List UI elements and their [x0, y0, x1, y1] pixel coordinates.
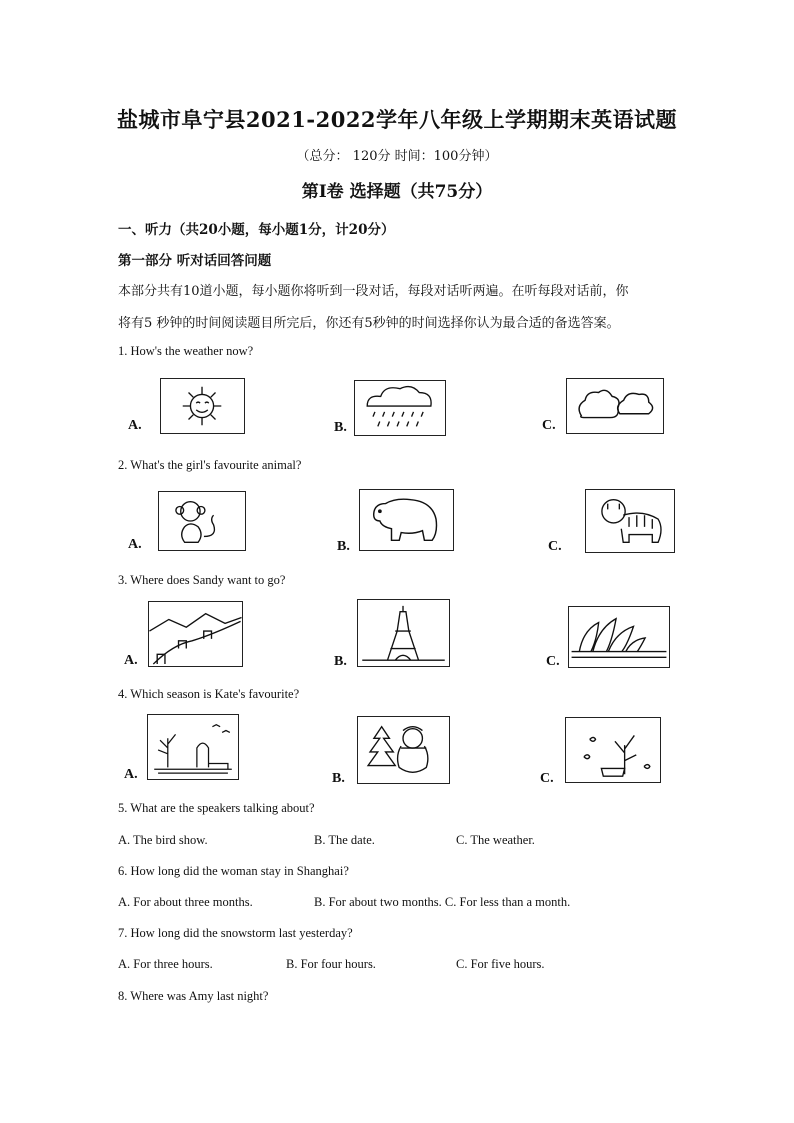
snowman-icon [357, 716, 450, 784]
eiffel-tower-icon [357, 599, 450, 667]
page-title: 盐城市阜宁县2021-2022学年八年级上学期期末英语试题 [116, 107, 678, 132]
question-7: 7. How long did the snowstorm last yesterday? [118, 926, 353, 940]
question-1: 1. How's the weather now? [118, 344, 254, 358]
part-title: 第一部分 听对话回答问题 [118, 253, 272, 269]
bear-icon [359, 489, 454, 551]
instructions-line-2: 将有5 秒钟的时间阅读题目所完后，你还有5秒钟的时间选择你认为最合适的备选答案。 [118, 316, 620, 331]
option-letter: C. [548, 539, 562, 554]
question-6: 6. How long did the woman stay in Shanghai? [118, 864, 349, 878]
option-letter: B. [334, 654, 347, 669]
sun-icon [160, 378, 245, 434]
option-letter: B. [332, 771, 345, 786]
option-letter: B. [334, 420, 347, 435]
question-4: 4. Which season is Kate's favourite? [118, 687, 300, 701]
question-5: 5. What are the speakers talking about? [118, 801, 315, 815]
answer-option: A. The bird show. [118, 833, 208, 847]
option-letter: C. [542, 418, 556, 433]
option-letter: A. [128, 418, 142, 433]
rain-cloud-icon [354, 380, 446, 436]
question-3: 3. Where does Sandy want to go? [118, 573, 286, 587]
question-2: 2. What's the girl's favourite animal? [118, 458, 302, 472]
answer-option: B. For four hours. [286, 957, 376, 971]
volume-title: 第I卷 选择题（共75分） [301, 182, 493, 202]
answer-option: C. The weather. [456, 833, 535, 847]
monkey-icon [158, 491, 246, 551]
option-letter: C. [540, 771, 554, 786]
answer-option: C. For five hours. [456, 957, 545, 971]
great-wall-icon [148, 601, 243, 667]
answer-option: A. For about three months. [118, 895, 253, 909]
opera-house-icon [568, 606, 670, 668]
option-letter: A. [124, 653, 138, 668]
instructions-line-1: 本部分共有10道小题，每小题你将听到一段对话，每段对话听两遍。在听每段对话前，你 [118, 284, 629, 299]
autumn-tree-icon [565, 717, 661, 783]
option-letter: A. [124, 767, 138, 782]
tiger-icon [585, 489, 675, 553]
section-title: 一、听力（共20小题，每小题1分，计20分） [118, 222, 395, 238]
answer-option: B. The date. [314, 833, 375, 847]
option-letter: A. [128, 537, 142, 552]
clouds-icon [566, 378, 664, 434]
question-8: 8. Where was Amy last night? [118, 989, 269, 1003]
spring-icon [147, 714, 239, 780]
option-letter: B. [337, 539, 350, 554]
exam-info: （总分： 120分 时间：100分钟） [296, 149, 498, 164]
answer-option: A. For three hours. [118, 957, 213, 971]
answer-option: B. For about two months. C. For less than a month. [314, 895, 571, 909]
option-letter: C. [546, 654, 560, 669]
